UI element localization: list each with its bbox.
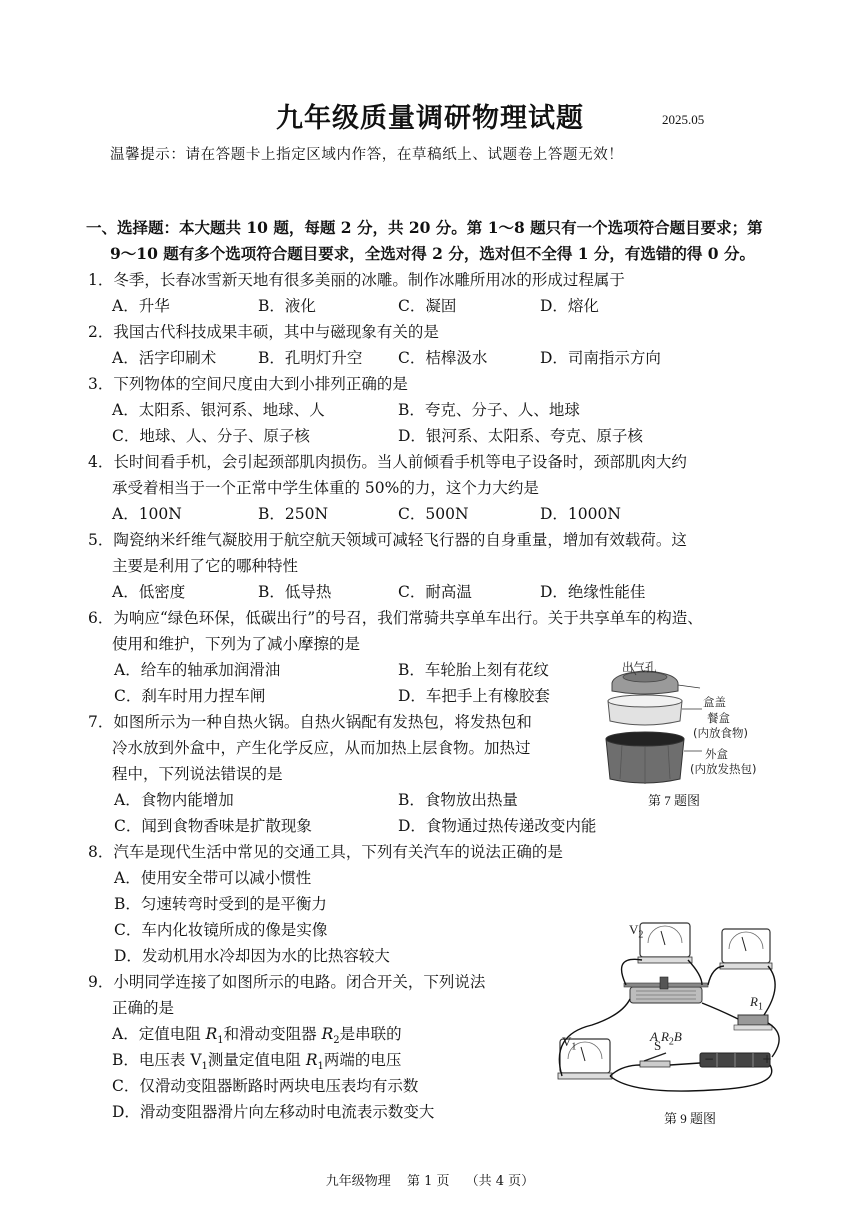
voltmeter-v2 xyxy=(640,923,690,957)
q3-option-c: C．地球、人、分子、原子核 xyxy=(112,427,310,445)
exam-date: 2025.05 xyxy=(662,112,705,127)
slider xyxy=(660,977,668,989)
resistor-r1 xyxy=(738,1015,768,1025)
q1-option-c: C．凝固 xyxy=(398,297,457,315)
section-heading: 一、选择题：本大题共 10 题，每题 2 分，共 20 分。第 1～8 题只有一个选项符合题目要求；第 xyxy=(86,218,763,237)
question-8-stem: 8．汽车是现代生活中常见的交通工具，下列有关汽车的说法正确的是 xyxy=(88,843,563,861)
question-4-stem: 4．长时间看手机，会引起颈部肌肉损伤。当人前倾看手机等电子设备时，颈部肌肉大约 xyxy=(88,453,687,471)
section-heading-cont: 9～10 题有多个选项符合题目要求，全选对得 2 分，选对但不全得 1 分，有选错的得 0 分。 xyxy=(110,244,755,263)
v1-label: $V_1$ xyxy=(562,1034,577,1053)
question-5-stem-cont: 主要是利用了它的哪种特性 xyxy=(112,557,299,575)
lid-label: 盒盖 xyxy=(703,695,726,709)
switch-label: S xyxy=(654,1038,662,1053)
question-1-stem: 1．冬季，长春冰雪新天地有很多美丽的冰雕。制作冰雕所用冰的形成过程属于 xyxy=(88,271,625,289)
question-7-stem-cont: 冷水放到外盒中，产生化学反应，从而加热上层食物。加热过 xyxy=(112,739,531,757)
q4-option-d: D．1000N xyxy=(540,505,621,523)
q3-option-a: A．太阳系、银河系、地球、人 xyxy=(112,401,325,419)
q8-option-d: D．发动机用水冷却因为水的比热容较大 xyxy=(114,947,390,965)
question-7-stem-cont2: 程中，下列说法错误的是 xyxy=(112,765,283,783)
question-4-stem-cont: 承受着相当于一个正常中学生体重的 50%的力，这个力大约是 xyxy=(112,479,539,497)
q3-option-b: B．夸克、分子、人、地球 xyxy=(398,401,580,419)
footer-page: 第 1 页 xyxy=(406,1174,450,1189)
switch-s xyxy=(640,1061,670,1067)
question-7-stem: 7．如图所示为一种自热火锅。自热火锅配有发热包，将发热包和 xyxy=(88,713,532,731)
q8-option-c: C．车内化妆镜所成的像是实像 xyxy=(114,921,328,939)
rheostat-labels: A $R_2B$ xyxy=(650,1029,682,1048)
page-title: 九年级质量调研物理试题 xyxy=(276,103,584,134)
question-6-stem: 6．为响应“绿色环保，低碳出行”的号召，我们常骑共享单车出行。关于共享单车的构造、 xyxy=(88,609,703,627)
q8-option-b: B．匀速转弯时受到的是平衡力 xyxy=(114,895,327,913)
figure-9-caption: 第 9 题图 xyxy=(664,1111,717,1126)
figure-7-caption: 第 7 题图 xyxy=(648,793,701,808)
q1-option-b: B．液化 xyxy=(258,297,316,315)
page-footer xyxy=(0,1170,860,1189)
question-9-stem-cont: 正确的是 xyxy=(112,999,175,1017)
footer-total: （共 4 页） xyxy=(465,1174,535,1189)
q6-option-b: B．车轮胎上刻有花纹 xyxy=(398,661,549,679)
q9-option-a: A．定值电阻 $R_1$和滑动变阻器 $R_2$是串联的 xyxy=(112,1025,402,1047)
q9-option-d: D．滑动变阻器滑片向左移动时电流表示数变大 xyxy=(112,1103,435,1121)
q4-option-a: A．100N xyxy=(112,505,182,523)
footer-subject: 九年级物理 xyxy=(325,1174,391,1189)
question-3-stem: 3．下列物体的空间尺度由大到小排列正确的是 xyxy=(88,375,408,393)
q4-option-c: C．500N xyxy=(398,505,469,523)
q6-option-a: A．给车的轴承加润滑油 xyxy=(114,661,281,679)
outer-box-label: 外盒 xyxy=(705,747,728,761)
q2-option-b: B．孔明灯升空 xyxy=(258,349,363,367)
question-5-stem: 5．陶瓷纳米纤维气凝胶用于航空航天领域可减轻飞行器的自身重量，增加有效载荷。这 xyxy=(88,531,687,549)
q8-option-a: A．使用安全带可以减小惯性 xyxy=(114,869,312,887)
q5-option-c: C．耐高温 xyxy=(398,583,472,601)
meal-box-note: (内放食物) xyxy=(693,726,748,740)
q7-option-b: B．食物放出热量 xyxy=(398,791,518,809)
q6-option-c: C．刹车时用力捏车闸 xyxy=(114,687,266,705)
q9-option-b: B．电压表 $V_1$测量定值电阻 $R_1$两端的电压 xyxy=(112,1051,402,1073)
q1-option-d: D．熔化 xyxy=(540,297,599,315)
battery-plus: + xyxy=(762,1052,773,1066)
battery-minus: − xyxy=(704,1052,715,1066)
q1-option-a: A．升华 xyxy=(112,297,170,315)
q3-option-d: D．银河系、太阳系、夸克、原子核 xyxy=(398,427,643,445)
q5-option-d: D．绝缘性能佳 xyxy=(540,583,646,601)
q2-option-c: C．桔槔汲水 xyxy=(398,349,488,367)
q9-option-c: C．仅滑动变阻器断路时两块电压表均有示数 xyxy=(112,1077,419,1095)
q5-option-b: B．低导热 xyxy=(258,583,332,601)
meal-box-label: 餐盒 xyxy=(707,711,730,725)
q7-option-c: C．闻到食物香味是扩散现象 xyxy=(114,817,312,835)
r1-label: $R_1$ xyxy=(750,994,763,1013)
q5-option-a: A．低密度 xyxy=(112,583,186,601)
hotpot-figure xyxy=(590,655,790,805)
q2-option-d: D．司南指示方向 xyxy=(540,349,661,367)
v2-label: $V_2$ xyxy=(629,922,644,941)
notice-tip: 温馨提示：请在答题卡上指定区域内作答，在草稿纸上、试题卷上答题无效！ xyxy=(110,147,624,163)
q2-option-a: A．活字印刷术 xyxy=(112,349,217,367)
q4-option-b: B．250N xyxy=(258,505,329,523)
outer-box-note: (内放发热包) xyxy=(690,762,757,776)
q6-option-d: D．车把手上有橡胶套 xyxy=(398,687,550,705)
question-2-stem: 2．我国古代科技成果丰硕，其中与磁现象有关的是 xyxy=(88,323,439,341)
vent-label: 出气孔 xyxy=(622,660,657,674)
question-6-stem-cont: 使用和维护，下列为了减小摩擦的是 xyxy=(112,635,361,653)
q7-option-d: D．食物通过热传递改变内能 xyxy=(398,817,597,835)
q7-option-a: A．食物内能增加 xyxy=(114,791,234,809)
question-9-stem: 9．小明同学连接了如图所示的电路。闭合开关，下列说法 xyxy=(88,973,486,991)
